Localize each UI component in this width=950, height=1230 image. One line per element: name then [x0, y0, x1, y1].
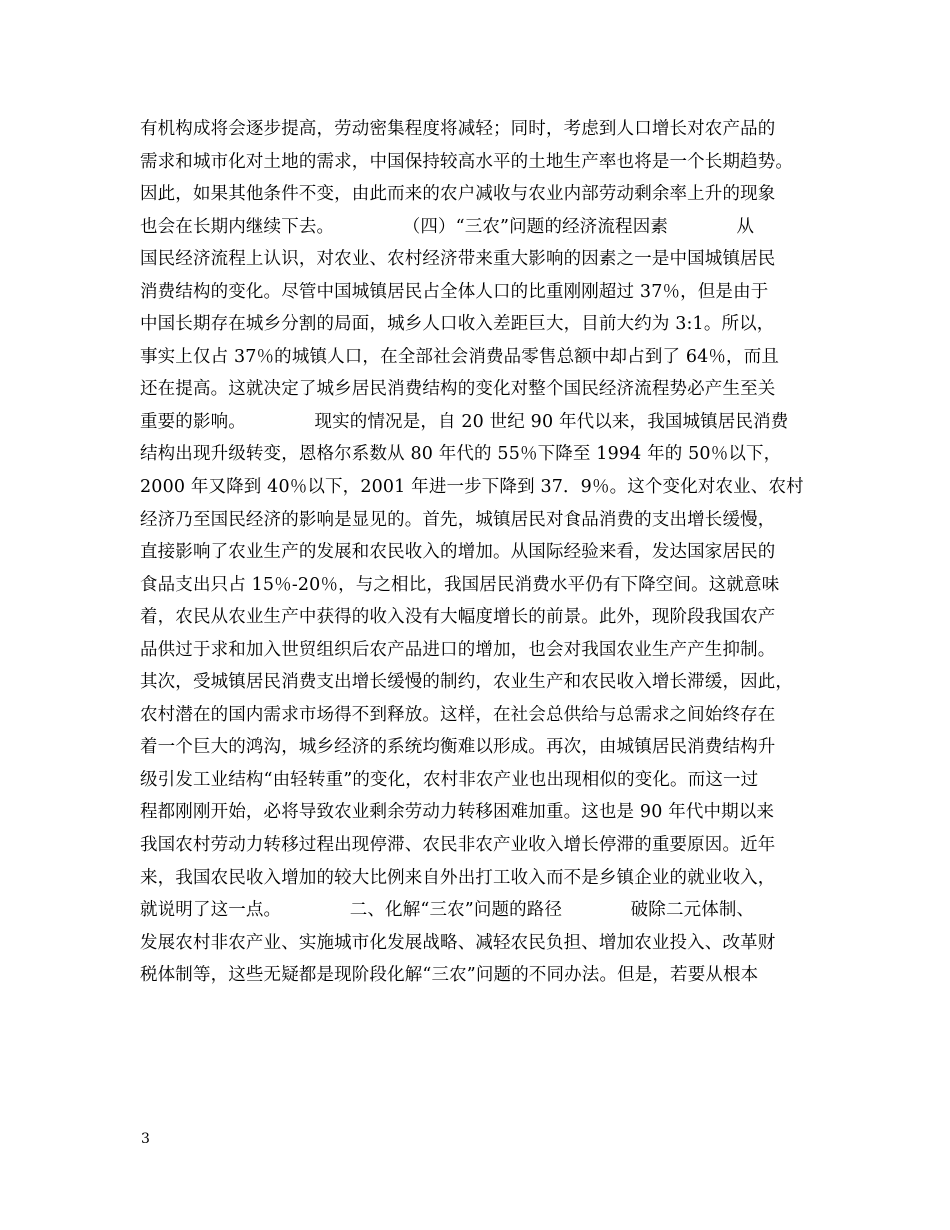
text-line: 级引发工业结构“由轻转重”的变化，农村非农产业也出现相似的变化。而这一过 [140, 769, 759, 790]
page-number: 3 [141, 1131, 150, 1147]
text-line: 就说明了这一点。 二、化解“三农”问题的路径 破除二元体制、 [140, 900, 755, 921]
text-line: 其次，受城镇居民消费支出增长缓慢的制约，农业生产和农民收入增长滞缓，因此， [140, 672, 794, 693]
text-line: 着，农民从农业生产中获得的收入没有大幅度增长的前景。此外，现阶段我国农产 [140, 607, 776, 628]
text-line: 食品支出只占 15％-20％，与之相比，我国居民消费水平仍有下降空间。这就意味 [140, 574, 780, 595]
text-line: 程都刚刚开始，必将导致农业剩余劳动力转移困难加重。这也是 90 年代中期以来 [140, 802, 775, 823]
text-line: 税体制等，这些无疑都是现阶段化解“三农”问题的不同办法。但是，若要从根本 [140, 965, 759, 986]
text-line: 农村潜在的国内需求市场得不到释放。这样，在社会总供给与总需求之间始终存在 [140, 704, 776, 725]
text-line: 直接影响了农业生产的发展和农民收入的增加。从国际经验来看，发达国家居民的 [140, 542, 776, 563]
text-line: 需求和城市化对土地的需求，中国保持较高水平的土地生产率也将是一个长期趋势。 [140, 151, 794, 172]
text-line: 还在提高。这就决定了城乡居民消费结构的变化对整个国民经济流程势必产生至关 [140, 379, 776, 400]
text-line: 因此，如果其他条件不变，由此而来的农户减收与农业内部劳动剩余率上升的现象 [140, 184, 776, 205]
text-line: 来，我国农民收入增加的较大比例来自外出打工收入而不是乡镇企业的就业收入， [140, 867, 776, 888]
text-line: 有机构成将会逐步提高，劳动密集程度将减轻；同时，考虑到人口增长对农产品的 [140, 119, 776, 139]
text-line: 事实上仅占 37％的城镇人口，在全部社会消费品零售总额中却占到了 64％，而且 [140, 346, 780, 367]
text-line: 结构出现升级转变，恩格尔系数从 80 年代的 55％下降至 1994 年的 50％以下， [140, 444, 782, 465]
text-line: 着一个巨大的鸿沟，城乡经济的系统均衡难以形成。再次，由城镇居民消费结构升 [140, 737, 776, 758]
text-line: 消费结构的变化。尽管中国城镇居民占全体人口的比重刚刚超过 37％，但是由于 [140, 281, 769, 302]
text-line: 发展农村非农产业、实施城市化发展战略、减轻农民负担、增加农业投入、改革财 [140, 932, 776, 953]
text-line: 重要的影响。 现实的情况是，自 20 世纪 90 年代以来，我国城镇居民消费 [140, 411, 789, 432]
text-line: 经济乃至国民经济的影响是显见的。首先，城镇居民对食品消费的支出增长缓慢， [140, 509, 776, 530]
text-line: 国民经济流程上认识，对农业、农村经济带来重大影响的因素之一是中国城镇居民 [140, 249, 776, 270]
text-line: 中国长期存在城乡分割的局面，城乡人口收入差距巨大，目前大约为 3:1。所以， [140, 314, 775, 335]
body-text [140, 113, 840, 992]
text-line: 也会在长期内继续下去。 （四）“三农”问题的经济流程因素 从 [140, 216, 755, 237]
text-line: 2000 年又降到 40％以下，2001 年进一步下降到 37．9％。这个变化对农业、农村 [140, 477, 804, 498]
text-line: 我国农村劳动力转移过程出现停滞、农民非农产业收入增长停滞的重要原因。近年 [140, 835, 776, 856]
text-line: 品供过于求和加入世贸组织后农产品进口的增加，也会对我国农业生产产生抑制。 [140, 639, 776, 660]
